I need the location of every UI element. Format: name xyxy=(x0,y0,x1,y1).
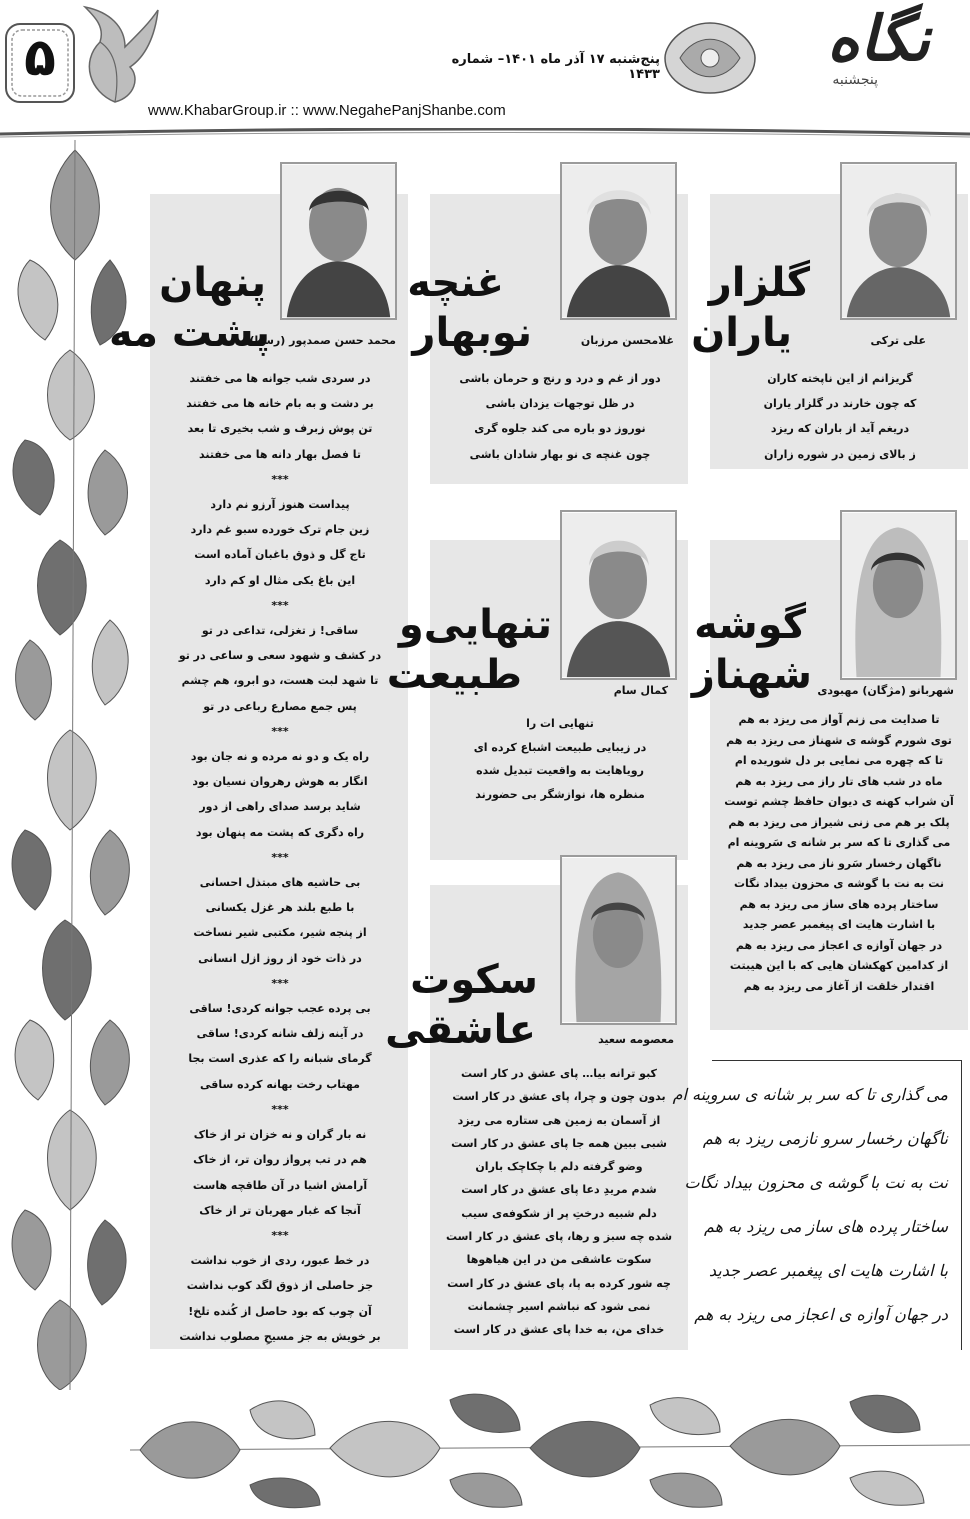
poem-line: شاید برسد صدای راهی از دور xyxy=(199,800,361,814)
author-name: شهربانو (مژگان) مهبودی xyxy=(817,684,954,697)
author-photo xyxy=(560,510,677,680)
poem-line: جز حاصلی از ذوق لگد کوب نداشت xyxy=(186,1279,374,1293)
poem-line: در ظل توجهات یزدان باشی xyxy=(485,397,635,411)
poem-body-ghoncheh xyxy=(440,366,680,467)
poem-line: بدون چون و چرا، پای عشق در کار است xyxy=(452,1090,666,1104)
author-photo xyxy=(560,855,677,1025)
poem-line: نوروز دو باره می کند جلوه گری xyxy=(474,422,646,436)
poem-title-golzar: گلزار یاران xyxy=(691,260,810,356)
poem-title-sokoot: سکوت عاشقی xyxy=(385,957,538,1053)
poem-line: با طبع بلند هر غزل یکسانی xyxy=(205,901,355,915)
callout-line: نت به نت با گوشه ی محزون بیداد نگات xyxy=(684,1173,948,1192)
poem-line: ماه در شب های تار راز می ریزد به هم xyxy=(735,774,943,788)
page-number: ۵ xyxy=(24,28,56,88)
poem-title-goosheh: گوشه شهناز xyxy=(691,602,812,698)
poem-line: نه بار گران و نه خزان تر از خاک xyxy=(193,1128,367,1142)
poem-line: تا فصل بهار دانه ها می خفتند xyxy=(198,447,362,461)
leaf-border-bottom xyxy=(130,1370,970,1515)
author-photo xyxy=(560,162,677,320)
poem-line: پیداست هنوز آرزو نم دارد xyxy=(210,498,350,512)
poem-line: اقتدار خلقت از آغاز می ریزد به هم xyxy=(743,979,935,993)
poem-title-tanhaei: تنهایی‌و طبیعت xyxy=(386,602,552,698)
poem-line: شده چه سبز و رها، پای عشق در کار است xyxy=(445,1230,673,1244)
poem-line: مهتاب رخت بهانه کرده ساقی xyxy=(200,1077,360,1091)
stanza-separator: *** xyxy=(271,976,289,990)
poem-line: ناگهان رخسار سَرو ناز می ریزد به هم xyxy=(736,856,942,870)
poem-body-sokoot xyxy=(436,1062,682,1342)
callout-line: ناگهان رخسار سرو نازمی ریزد به هم xyxy=(702,1129,948,1148)
callout-line: ساختار پرده های ساز می ریزد به هم xyxy=(704,1217,948,1236)
poem-line: در سردی شب جوانه ها می خفتند xyxy=(189,372,371,385)
poem-line: تن پوش زبرف و شب بخیری تا بعد xyxy=(187,422,373,436)
poem-line: در ذات خود از روز ازل انسانی xyxy=(198,951,362,965)
poem-line: انگار به هوش رهروان نسیان بود xyxy=(192,775,368,789)
poem-line: هم در تب پرواز روان تر، از خاک xyxy=(193,1153,367,1167)
poem-line: زین جام ترک خورده سبو غم دارد xyxy=(190,523,370,537)
poem-body-golzar xyxy=(720,366,960,467)
poem-line: شدم مریدِ دعا پای عشق در کار است xyxy=(461,1183,657,1197)
poem-line: چون غنچه ی نو بهار شادان باشی xyxy=(469,447,651,461)
poem-line: با اشارت هایت ای پیغمبر عصر جدید xyxy=(742,918,936,931)
author-photo xyxy=(280,162,397,320)
header-divider xyxy=(0,128,970,138)
poem-body-penhan xyxy=(160,366,400,1349)
poem-line: از کدامین کهکشان هایی که با این هیبتت xyxy=(729,959,949,972)
author-name: علی ترکی xyxy=(870,334,926,347)
poem-line: گرمای شبانه را که عذری است بجا xyxy=(188,1052,372,1066)
issue-line: پنج‌شنبه ۱۷ آذر ماه ۱۴۰۱– شماره ۱۴۳۳ xyxy=(451,52,660,82)
poem-line: تا صدایت می زنم آواز می ریزد به هم xyxy=(738,713,940,726)
logo-ornament-icon xyxy=(660,18,760,98)
poem-line: خدای من، به خدا پای عشق در کار است xyxy=(453,1323,665,1337)
poem-line: آن شراب کهنه ی دیوان حافظ چشم توست xyxy=(724,795,954,808)
callout-line: با اشارت هایت ای پیغمبر عصر جدید xyxy=(708,1261,948,1280)
author-name: محمد حسن صمدپور (رستا) xyxy=(249,334,396,347)
poem-line: نت به نت با گوشه ی محزون بیداد نگات xyxy=(733,877,945,890)
poem-line: راه یک و دو نه مرده و نه جان بود xyxy=(190,750,370,764)
poem-line: تاج گل و ذوق باغبان آماده است xyxy=(194,548,366,562)
poem-line: بر خویش به جز مسیحِ مصلوب نداشت xyxy=(179,1329,381,1343)
poem-line: آرامش اشیا در آن طاقچه هاست xyxy=(192,1178,368,1192)
stanza-separator: *** xyxy=(271,1228,289,1242)
author-name: کمال سام xyxy=(613,684,668,697)
callout-quote xyxy=(672,1073,948,1337)
poem-line: ز بالای زمین در شوره زاران xyxy=(764,447,916,461)
poem-line: وضو گرفته دلم با چکاچک باران xyxy=(475,1160,643,1174)
poem-line: در کشف و شهود سعی و ساعی در تو xyxy=(178,649,382,663)
callout-line: می گذاری تا که سر بر شانه ی سروینه ام xyxy=(672,1085,948,1104)
poem-line: بی حاشیه های مبتذل احسانی xyxy=(199,876,361,890)
poem-line: بر دشت و به بام خانه ها می خفتند xyxy=(186,397,374,411)
poem-line: بی پرده عجب جوانه کردی! ساقی xyxy=(189,1002,371,1016)
poem-line: در جهان آوازه ی اعجاز می ریزد به هم xyxy=(735,938,943,952)
poem-line: آن چوب که بود حاصل از کُنده تلخ! xyxy=(188,1304,372,1318)
poem-line: در خط عبور، ردی از خوب نداشت xyxy=(190,1254,370,1268)
phoenix-emblem-icon xyxy=(70,2,160,112)
poem-title-penhan: پنهان پشت مه xyxy=(108,260,270,356)
poem-line: چه شور کرده به پا، پای عشق در کار است xyxy=(447,1276,671,1290)
poem-line: آنجا که غبار مهربان تر از خاک xyxy=(199,1203,361,1217)
author-photo xyxy=(840,162,957,320)
stanza-separator: *** xyxy=(271,850,289,864)
logo-subtitle: پنجشنبه xyxy=(832,72,878,88)
poem-line: راه دگری که پشت مه پنهان بود xyxy=(195,825,365,839)
poem-title-ghoncheh: غنچه نوبهار xyxy=(407,260,532,356)
poem-line: این باغ یکی مثال او کم دارد xyxy=(204,573,356,587)
stanza-separator: *** xyxy=(271,724,289,738)
poem-line: که چون خارند در گلزار یاران xyxy=(763,397,917,411)
poem-line: می گذاری تا که سر بر شانه ی سَروینه ام xyxy=(727,836,951,849)
poem-line: از پنجه شیر، مکتبی شیر نساخت xyxy=(193,926,367,940)
poem-line: گریزانم از این ناپخته کاران xyxy=(767,372,913,385)
poem-line: در زیبایی طبیعت اشباع کرده ای xyxy=(473,740,647,754)
poem-line: شبی ببین همه جا پای عشق در کار است xyxy=(451,1136,667,1150)
poem-line: تا که چهره می نمایی بر دل شوریده ام xyxy=(734,754,944,767)
logo: نگاه xyxy=(827,2,930,75)
author-photo xyxy=(840,510,957,680)
poem-line: نمی شود که نباشم اسیر چشمانت xyxy=(467,1299,651,1313)
poem-line: منظره ها، نوازشگر بی حضورند xyxy=(475,787,645,801)
poem-line: ساقی! ز تغزلی، تداعی در تو xyxy=(201,624,359,638)
website-urls[interactable]: www.KhabarGroup.ir :: www.NegahePanjShanbe.com xyxy=(148,102,506,119)
author-name: غلامحسن مرزبان xyxy=(580,334,674,347)
poem-body-goosheh xyxy=(714,710,964,997)
stanza-separator: *** xyxy=(271,1102,289,1116)
poem-line: دلم شبیه درختِ پر از شکوفه‌ی سیب xyxy=(461,1206,657,1220)
callout-line: در جهان آوازه ی اعجاز می ریزد به هم xyxy=(694,1305,948,1324)
poem-line: پس جمع مصارع رباعی در تو xyxy=(203,699,357,713)
poem-line: توی شورم گوشه ی شهناز می ریزد به هم xyxy=(726,733,952,747)
poem-line: پلک بر هم می زنی شیراز می ریزد به هم xyxy=(728,815,950,829)
poem-line: کبو ترانه بیا… پای عشق در کار است xyxy=(461,1067,657,1080)
poem-body-tanhaei xyxy=(440,712,680,806)
poem-line: سکوت عاشقی من در این هیاهوها xyxy=(466,1253,652,1267)
poem-line: دور از غم و درد و رنج و حرمان باشی xyxy=(459,372,661,385)
poem-line: رویاهایت به واقعیت تبدیل شده xyxy=(476,764,644,777)
stanza-separator: *** xyxy=(271,598,289,612)
author-name: معصومه سعید xyxy=(598,1033,674,1046)
poem-line: از آسمان به زمین هی ستاره می ریزد xyxy=(457,1113,661,1127)
poem-line: دریغم آید از باران که ریزد xyxy=(770,422,910,436)
poem-line: ساختار پرده های ساز می ریزد به هم xyxy=(739,897,939,911)
page-header xyxy=(0,0,970,135)
poem-line: تنهایی ات را xyxy=(526,717,594,730)
poem-line: تا شهد لبت هست، دو ابرو، هم چشم xyxy=(181,674,379,688)
stanza-separator: *** xyxy=(271,472,289,486)
poem-line: در آینه زلف شانه کردی! ساقی xyxy=(196,1027,364,1041)
